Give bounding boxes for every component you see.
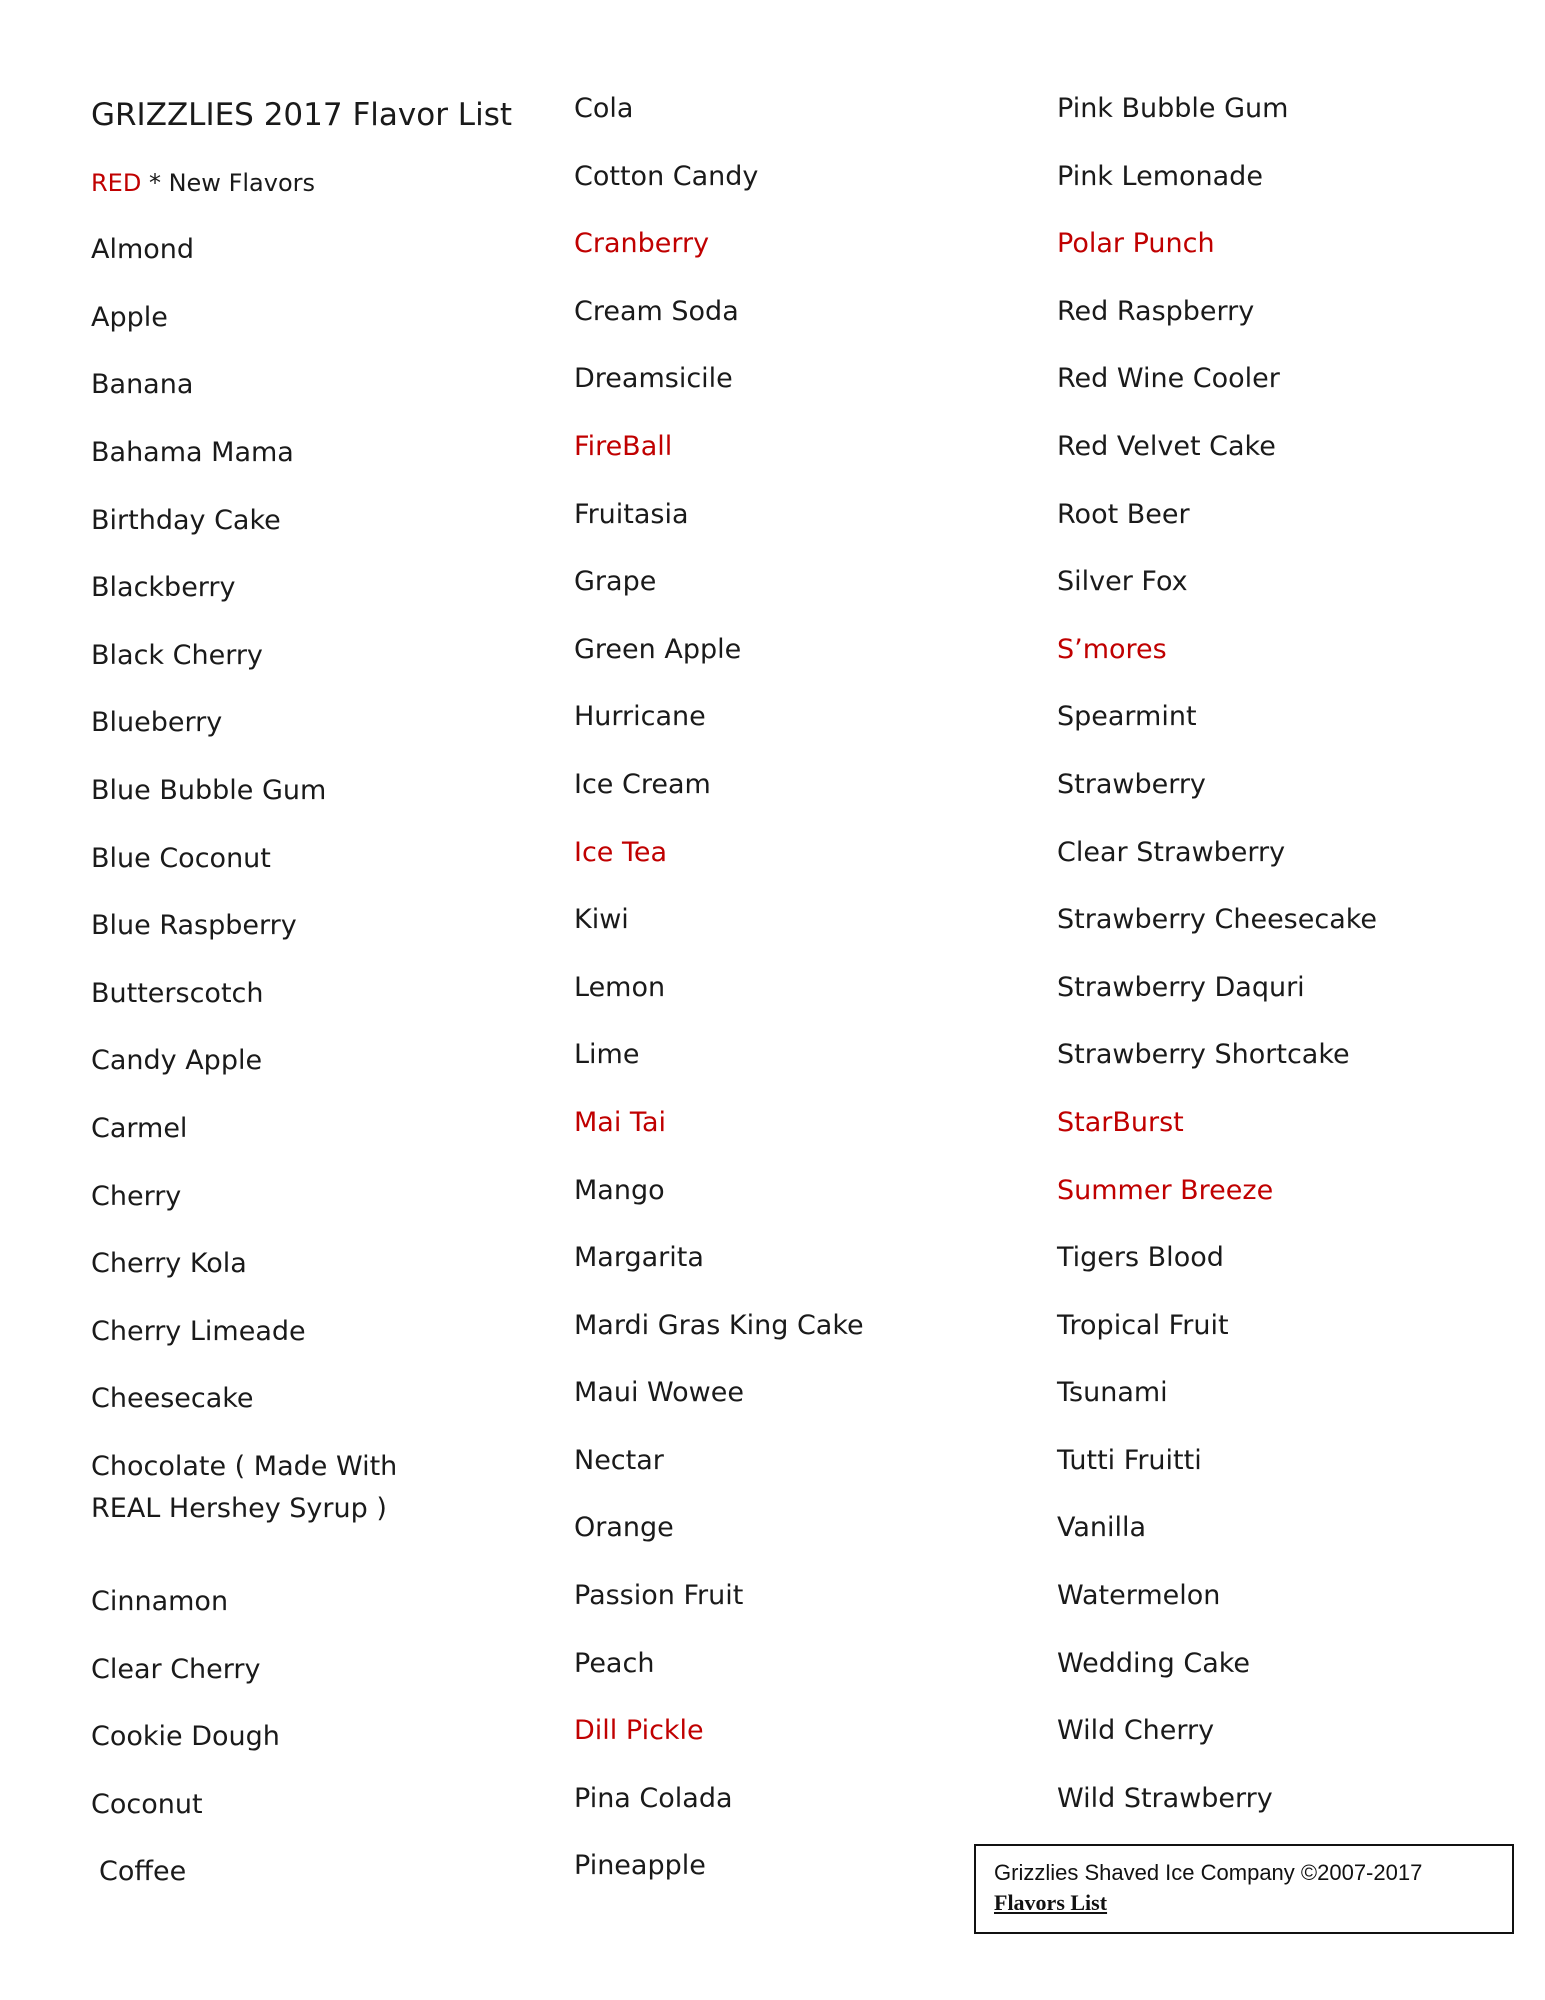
flavor-item: Cola <box>574 93 634 124</box>
flavor-item: Mardi Gras King Cake <box>574 1309 864 1341</box>
page-title: GRIZZLIES 2017 Flavor List <box>91 97 512 133</box>
new-flavor-legend <box>91 162 551 230</box>
flavor-item: Black Cherry <box>91 639 263 671</box>
flavor-item: StarBurst <box>1057 1106 1184 1138</box>
flavor-item: Cheesecake <box>91 1383 254 1415</box>
flavor-item: Grape <box>574 566 657 598</box>
flavor-item: Cranberry <box>574 228 710 260</box>
flavor-item: Spearmint <box>1057 701 1197 733</box>
flavor-item: Summer Breeze <box>1057 1174 1274 1206</box>
flavor-item: Watermelon <box>1057 1580 1221 1612</box>
flavor-item: Mai Tai <box>574 1106 666 1138</box>
flavor-item: Cinnamon <box>91 1586 229 1618</box>
flavor-item: Cotton Candy <box>574 160 759 192</box>
flavor-item: Blueberry <box>91 707 223 739</box>
flavor-item: Polar Punch <box>1057 228 1215 260</box>
flavor-item: Maui Wowee <box>574 1377 744 1409</box>
flavor-item: Blue Raspberry <box>91 910 297 942</box>
flavor-item: S’mores <box>1057 633 1167 665</box>
legend-red-word: RED <box>91 168 142 197</box>
flavor-item: Green Apple <box>574 633 742 665</box>
flavor-column-3 <box>1057 88 1517 1845</box>
flavor-item: Pineapple <box>574 1850 706 1882</box>
footer-label: Flavors List <box>994 1890 1108 1915</box>
flavor-item: Wild Strawberry <box>1057 1782 1273 1814</box>
flavor-item: Ice Cream <box>574 768 711 800</box>
legend-text: * New Flavors <box>141 168 315 197</box>
flavor-item: Blue Bubble Gum <box>91 774 327 806</box>
flavor-item: Blackberry <box>91 572 236 604</box>
flavor-item: Pink Lemonade <box>1057 160 1263 192</box>
flavor-item: Strawberry Cheesecake <box>1057 904 1378 936</box>
flavor-item: Birthday Cake <box>91 504 281 536</box>
flavor-item: Coffee <box>99 1856 187 1888</box>
flavor-item: Red Raspberry <box>1057 295 1255 327</box>
flavor-item: Mango <box>574 1174 665 1206</box>
flavor-item: Fruitasia <box>574 498 689 530</box>
footer-box <box>974 1844 1514 1934</box>
flavor-item: FireBall <box>574 430 673 462</box>
flavor-item: Ice Tea <box>574 836 668 868</box>
flavor-item: Silver Fox <box>1057 566 1188 598</box>
flavor-item: Margarita <box>574 1242 704 1274</box>
flavor-item: Clear Cherry <box>91 1653 261 1685</box>
flavor-item: Tigers Blood <box>1057 1242 1224 1274</box>
flavor-item: Strawberry Daquri <box>1057 971 1305 1003</box>
flavor-item: Wedding Cake <box>1057 1647 1251 1679</box>
flavor-item: Apple <box>91 301 168 333</box>
footer-company: Grizzlies Shaved Ice Company ©2007-2017 <box>994 1860 1423 1885</box>
flavor-item: Orange <box>574 1512 674 1544</box>
flavor-item: Cherry Limeade <box>91 1315 306 1347</box>
flavor-item: Passion Fruit <box>574 1580 744 1612</box>
flavor-item: Coconut <box>91 1788 203 1820</box>
flavor-item: Wild Cherry <box>1057 1715 1215 1747</box>
flavor-item: Hurricane <box>574 701 706 733</box>
flavor-item: Blue Coconut <box>91 842 271 874</box>
flavor-item: Dill Pickle <box>574 1715 704 1747</box>
flavor-column-2 <box>574 88 1034 1913</box>
flavor-item: Carmel <box>91 1112 188 1144</box>
flavor-item: Kiwi <box>574 904 629 936</box>
flavor-item: Pina Colada <box>574 1782 733 1814</box>
flavor-item: Peach <box>574 1647 655 1679</box>
flavor-item: Clear Strawberry <box>1057 836 1286 868</box>
flavor-item: Tropical Fruit <box>1057 1309 1229 1341</box>
flavor-item: Bahama Mama <box>91 436 294 468</box>
flavor-item: Cherry <box>91 1180 182 1212</box>
flavor-item: Lemon <box>574 971 666 1003</box>
flavor-item: Dreamsicile <box>574 363 733 395</box>
flavor-item: Pink Bubble Gum <box>1057 93 1289 124</box>
flavor-item: Strawberry <box>1057 768 1206 800</box>
flavor-item: Root Beer <box>1057 498 1190 530</box>
flavor-item: Red Wine Cooler <box>1057 363 1280 395</box>
flavor-item: Candy Apple <box>91 1045 263 1077</box>
flavor-item: Red Velvet Cake <box>1057 430 1276 462</box>
flavor-item: Almond <box>91 234 195 266</box>
flavor-item: Cookie Dough <box>91 1721 280 1753</box>
flavor-item: Strawberry Shortcake <box>1057 1039 1350 1071</box>
flavor-item: Cherry Kola <box>91 1248 247 1280</box>
flavor-item: Chocolate ( Made With REAL Hershey Syrup ) <box>91 1450 398 1524</box>
flavor-item: Tutti Fruitti <box>1057 1444 1202 1476</box>
flavor-item: Butterscotch <box>91 977 264 1009</box>
flavor-item: Vanilla <box>1057 1512 1147 1544</box>
flavor-item: Nectar <box>574 1444 664 1476</box>
flavor-item: Banana <box>91 369 194 401</box>
flavor-column-1 <box>91 88 551 1919</box>
flavor-item: Cream Soda <box>574 295 739 327</box>
flavor-item: Tsunami <box>1057 1377 1168 1409</box>
flavor-item: Lime <box>574 1039 640 1071</box>
